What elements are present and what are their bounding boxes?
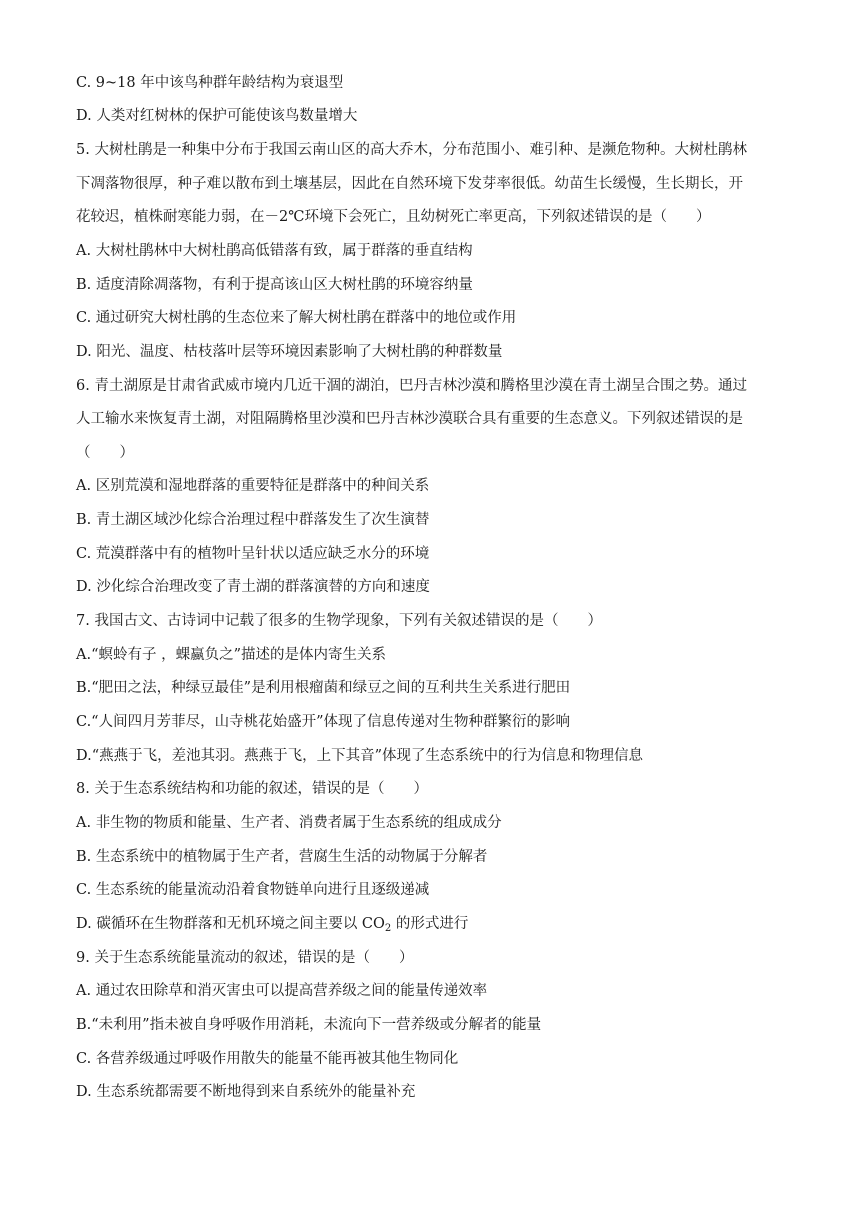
q6-option-c: C. 荒漠群落中有的植物叶呈针状以适应缺乏水分的环境 [76, 546, 430, 562]
q6-option-a: A. 区别荒漠和湿地群落的重要特征是群落中的种间关系 [76, 478, 430, 494]
q6-option-d: D. 沙化综合治理改变了青土湖的群落演替的方向和速度 [76, 579, 430, 595]
q9-option-d: D. 生态系统都需要不断地得到来自系统外的能量补充 [76, 1084, 416, 1100]
q8-option-a: A. 非生物的物质和能量、生产者、消费者属于生态系统的组成成分 [76, 815, 502, 831]
q5-option-c: C. 通过研究大树杜鹃的生态位来了解大树杜鹃在群落中的地位或作用 [76, 310, 517, 326]
q5-option-b: B. 适度清除凋落物，有利于提高该山区大树杜鹃的环境容纳量 [76, 277, 473, 293]
q5-stem-line-1: 5. 大树杜鹃是一种集中分布于我国云南山区的高大乔木，分布范围小、难引种、是濒危物种。大树杜鹃林 [76, 142, 747, 158]
q7-option-d: D.“燕燕于飞，差池其羽。燕燕于飞，上下其音”体现了生态系统中的行为信息和物理信息 [76, 748, 644, 764]
q8-option-b: B. 生态系统中的植物属于生产者，营腐生生活的动物属于分解者 [76, 849, 488, 865]
q8-option-d-text: D. 碳循环在生物群落和无机环境之间主要以 CO [76, 916, 385, 932]
q8-option-d-tail: 的形式进行 [391, 916, 469, 932]
q7-option-b: B.“肥田之法，种绿豆最佳”是利用根瘤菌和绿豆之间的互利共生关系进行肥田 [76, 680, 571, 696]
q7-stem: 7. 我国古文、古诗词中记载了很多的生物学现象，下列有关叙述错误的是（ ） [76, 613, 602, 629]
q9-option-a: A. 通过农田除草和消灭害虫可以提高营养级之间的能量传递效率 [76, 983, 488, 999]
q9-option-b: B.“未利用”指未被自身呼吸作用消耗，未流向下一营养级或分解者的能量 [76, 1017, 542, 1033]
q5-option-a: A. 大树杜鹃林中大树杜鹃高低错落有致，属于群落的垂直结构 [76, 243, 473, 259]
q6-stem-line-1: 6. 青土湖原是甘肃省武威市境内几近干涸的湖泊，巴丹吉林沙漠和腾格里沙漠在青土湖呈合围之势。通过 [76, 378, 747, 394]
q5-option-d: D. 阳光、温度、枯枝落叶层等环境因素影响了大树杜鹃的种群数量 [76, 344, 503, 360]
q9-option-c: C. 各营养级通过呼吸作用散失的能量不能再被其他生物同化 [76, 1051, 459, 1067]
q4-option-d: D. 人类对红树林的保护可能使该鸟数量增大 [76, 108, 358, 124]
q7-option-a: A.“螟蛉有子 ，蜾蠃负之”描述的是体内寄生关系 [76, 647, 387, 663]
q8-option-c: C. 生态系统的能量流动沿着食物链单向进行且逐级递减 [76, 882, 430, 898]
q4-option-c: C. 9~18 年中该鸟种群年龄结构为衰退型 [76, 75, 344, 91]
q6-stem-line-2: 人工输水来恢复青土湖，对阻隔腾格里沙漠和巴丹吉林沙漠联合具有重要的生态意义。下列叙述错误的是 [76, 411, 743, 427]
q8-option-d [76, 914, 468, 934]
q9-stem: 9. 关于生态系统能量流动的叙述，错误的是（ ） [76, 950, 414, 966]
q5-stem-line-2: 下凋落物很厚，种子难以散布到土壤基层，因此在自然环境下发芽率很低。幼苗生长缓慢，生长期长，开 [76, 176, 743, 192]
q8-stem: 8. 关于生态系统结构和功能的叙述，错误的是（ ） [76, 781, 428, 797]
q5-stem-line-3: 花较迟，植株耐寒能力弱，在－2℃环境下会死亡，且幼树死亡率更高，下列叙述错误的是（ ） [76, 209, 711, 225]
q7-option-c: C.“人间四月芳菲尽，山寺桃花始盛开”体现了信息传递对生物种群繁衍的影响 [76, 714, 571, 730]
q8-option-d-subscript: 2 [384, 923, 392, 934]
q6-stem-line-3: （ ） [76, 445, 134, 461]
q6-option-b: B. 青土湖区域沙化综合治理过程中群落发生了次生演替 [76, 512, 430, 528]
